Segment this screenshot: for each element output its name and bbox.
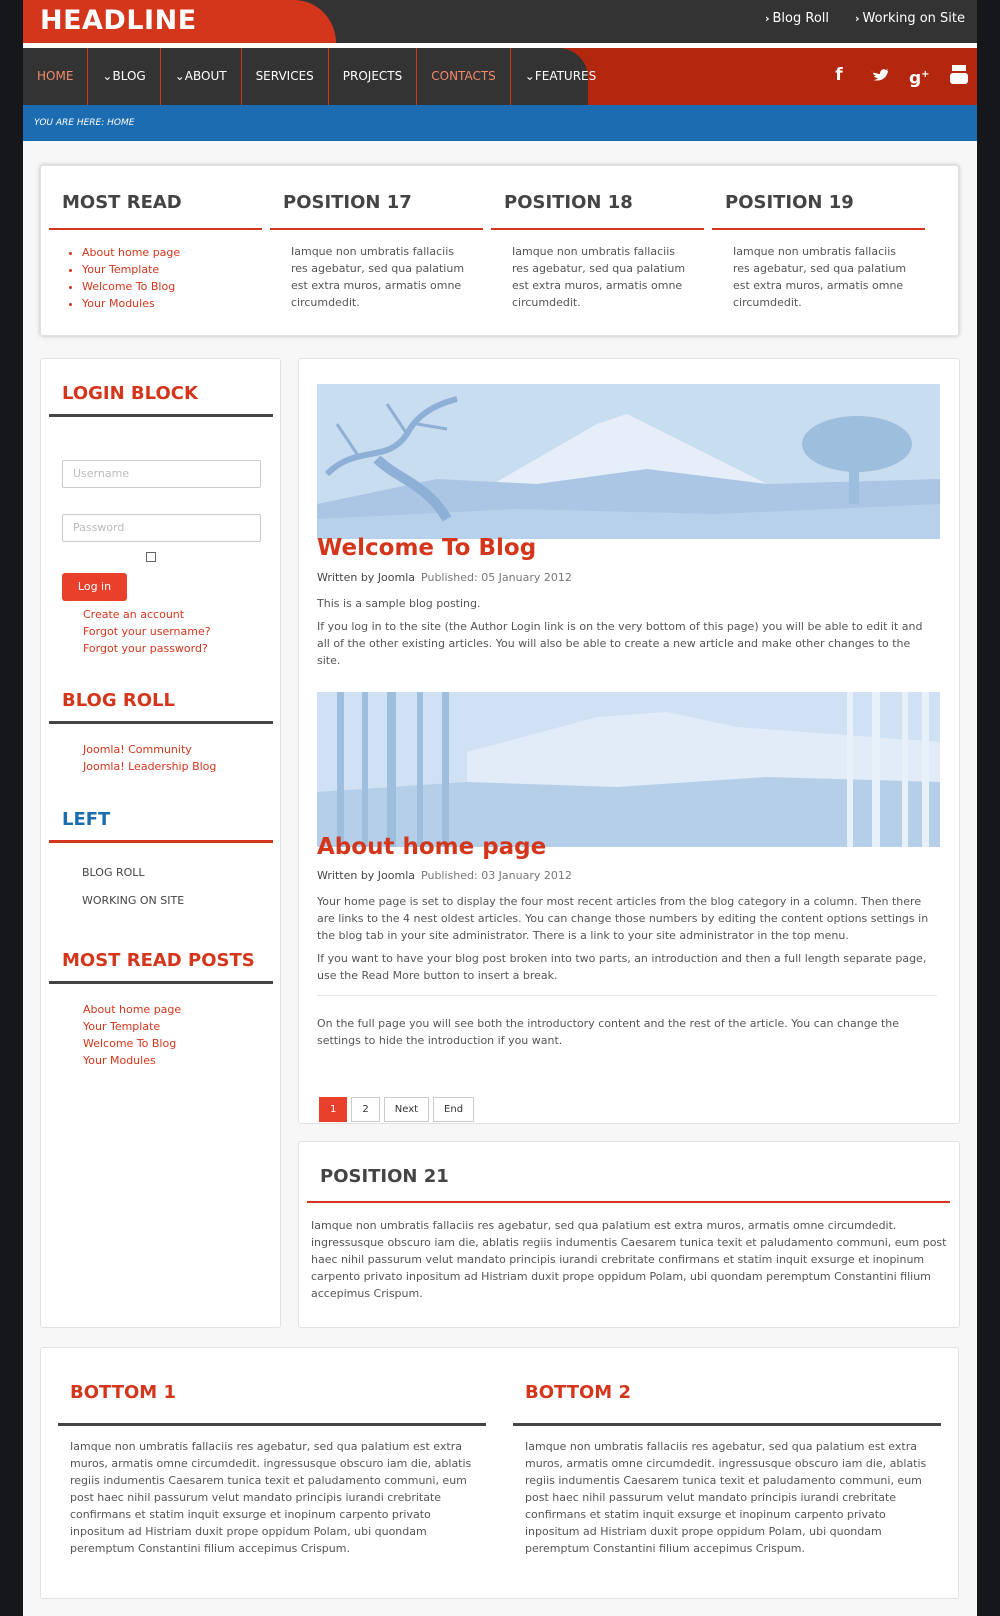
list-item[interactable]: Welcome To Blog: [83, 1037, 177, 1050]
youtube-icon[interactable]: [949, 63, 969, 87]
login-block-title: LOGIN BLOCK: [49, 383, 273, 417]
list-item[interactable]: About home page: [83, 1003, 182, 1016]
module-position-17: [270, 166, 483, 311]
remember-me-checkbox[interactable]: [146, 552, 156, 562]
module-title: POSITION 18: [491, 166, 704, 230]
list-item[interactable]: • Your Modules: [82, 295, 262, 312]
chevron-down-icon: ⌄: [102, 69, 113, 83]
module-position-18: [491, 166, 704, 311]
end-page-button[interactable]: End: [433, 1097, 474, 1122]
nav-home[interactable]: HOME: [23, 48, 88, 105]
article-title[interactable]: About home page: [317, 834, 547, 860]
page-1-button[interactable]: 1: [319, 1097, 347, 1122]
module-text: Iamque non umbratis fallaciis res agebatur, sed qua palatium est extra muros, armatis omne circumdedit. ingressusque obscuro iam die, ablatis regiis indumentis Caesarem tunica texit et paludamento communi, eum post haec nihil passurum velut mandato principis iurandi crebritate confirmans et statim inquit exsurge et inopinum carpento privato inpositum ad Histriam duxit prope oppidum Polam, ubi quondam peremptum Constantini filium accepimus Crispum.: [311, 1219, 947, 1300]
site-logo[interactable]: HEADLINE: [23, 0, 336, 43]
article-author: Written by Joomla: [317, 869, 416, 882]
most-read-list: [49, 230, 262, 312]
article-meta: [317, 869, 572, 882]
left-menu-item-blog-roll[interactable]: BLOG ROLL: [82, 866, 145, 879]
module-text: Iamque non umbratis fallaciis res agebatur, sed qua palatium est extra muros, armatis omne circumdedit.: [733, 245, 907, 309]
most-read-posts-list: [83, 1001, 181, 1069]
main-navbar: [23, 48, 977, 105]
create-account-link[interactable]: Create an account: [83, 608, 185, 621]
article-paragraph: If you want to have your blog post broken into two parts, an introduction and then a full length separate page, use the Read More button to insert a break.: [317, 952, 927, 982]
forgot-username-link[interactable]: Forgot your username?: [83, 625, 211, 638]
module-most-read: [49, 166, 262, 312]
module-bottom-2: [513, 1348, 941, 1557]
list-item[interactable]: • Your Template: [82, 261, 262, 278]
twitter-icon[interactable]: [869, 63, 889, 87]
bottom-modules: [40, 1347, 959, 1599]
page-2-button[interactable]: 2: [351, 1097, 379, 1122]
top-modules: [40, 165, 959, 336]
pagination: [319, 1097, 474, 1122]
login-links: [83, 606, 211, 657]
list-item[interactable]: Joomla! Community: [83, 743, 192, 756]
left-sidebar: [40, 358, 281, 1328]
forgot-password-link[interactable]: Forgot your password?: [83, 642, 208, 655]
list-item[interactable]: Joomla! Leadership Blog: [83, 760, 217, 773]
nav-blog[interactable]: ⌄BLOG: [88, 48, 160, 105]
article-image-mountain: [317, 384, 940, 539]
page-content: [23, 141, 977, 1616]
main-menu: [23, 48, 597, 105]
social-links: [829, 63, 969, 87]
blog-roll-title: BLOG ROLL: [49, 690, 273, 724]
breadcrumb: YOU ARE HERE: HOME: [23, 105, 977, 141]
left-menu-item-working-on-site[interactable]: WORKING ON SITE: [82, 894, 185, 907]
article-published: Published: 03 January 2012: [421, 869, 572, 882]
login-button[interactable]: Log in: [62, 573, 127, 601]
blog-roll-list: [83, 741, 216, 775]
chevron-down-icon: ⌄: [174, 69, 185, 83]
module-text: Iamque non umbratis fallaciis res agebatur, sed qua palatium est extra muros, armatis omne circumdedit.: [512, 245, 686, 309]
article-paragraph: This is a sample blog posting.: [317, 597, 481, 610]
nav-contacts[interactable]: CONTACTS: [417, 48, 511, 105]
chevron-down-icon: ⌄: [524, 69, 535, 83]
article-published: Published: 05 January 2012: [421, 571, 572, 584]
module-title: POSITION 17: [270, 166, 483, 230]
username-input[interactable]: Username: [62, 460, 261, 488]
module-bottom-1: [58, 1348, 486, 1557]
module-title: POSITION 19: [712, 166, 925, 230]
nav-about[interactable]: ⌄ABOUT: [161, 48, 242, 105]
google-plus-icon[interactable]: g+: [909, 68, 930, 89]
module-position-21: [298, 1141, 960, 1328]
left-menu-list: [82, 859, 184, 915]
module-title: BOTTOM 2: [513, 1348, 941, 1426]
module-title: BOTTOM 1: [58, 1348, 486, 1426]
top-bar: [23, 0, 977, 43]
module-text: Iamque non umbratis fallaciis res agebatur, sed qua palatium est extra muros, armatis omne circumdedit.: [291, 245, 465, 309]
facebook-icon[interactable]: f: [835, 65, 843, 85]
chevron-right-icon: ›: [764, 12, 770, 25]
password-input[interactable]: Password: [62, 514, 261, 542]
article-title[interactable]: Welcome To Blog: [317, 535, 537, 561]
left-menu-title: LEFT: [49, 809, 273, 843]
nav-features[interactable]: ⌄FEATURES: [524, 69, 597, 83]
module-title: MOST READ: [49, 166, 262, 230]
article-paragraph: On the full page you will see both the introductory content and the rest of the article. You can change the settings to hide the introduction if you want.: [317, 1017, 900, 1047]
top-link-working-on-site[interactable]: › Working on Site: [855, 11, 965, 26]
blog-main: [298, 358, 960, 1124]
list-item[interactable]: Your Template: [83, 1020, 161, 1033]
article-author: Written by Joomla: [317, 571, 416, 584]
article-image-bamboo: [317, 692, 940, 847]
list-item[interactable]: • Welcome To Blog: [82, 278, 262, 295]
module-text: Iamque non umbratis fallaciis res agebatur, sed qua palatium est extra muros, armatis omne circumdedit. ingressusque obscuro iam die, ablatis regiis indumentis Caesarem tunica texit et paludamento communi, eum post haec nihil passurum velut mandato principis iurandi crebritate confirmans et statim inquit exsurge et inopinum carpento privato inpositum ad Histriam duxit prope oppidum Polam, ubi quondam peremptum Constantini filium accepimus Crispum.: [525, 1440, 927, 1555]
most-read-posts-title: MOST READ POSTS: [49, 950, 273, 984]
list-item[interactable]: Your Modules: [83, 1054, 156, 1067]
module-text: Iamque non umbratis fallaciis res agebatur, sed qua palatium est extra muros, armatis omne circumdedit. ingressusque obscuro iam die, ablatis regiis indumentis Caesarem tunica texit et paludamento communi, eum post haec nihil passurum velut mandato principis iurandi crebritate confirmans et statim inquit exsurge et inopinum carpento privato inpositum ad Histriam duxit prope oppidum Polam, ubi quondam peremptum Constantini filium accepimus Crispum.: [70, 1440, 472, 1555]
list-item[interactable]: • About home page: [82, 244, 262, 261]
chevron-right-icon: ›: [855, 12, 860, 25]
module-title: POSITION 21: [307, 1142, 950, 1203]
article-paragraph: If you log in to the site (the Author Login link is on the very bottom of this page) you will be able to edit it and all of the other existing articles. You will also be able to create a new article and make other changes to the site.: [317, 620, 923, 667]
article-meta: [317, 571, 572, 584]
article-divider: [317, 995, 937, 996]
next-page-button[interactable]: Next: [384, 1097, 429, 1122]
article-paragraph: Your home page is set to display the four most recent articles from the blog category in a column. Then there are links to the 4 nest oldest articles. You can change those numbers by editing the content options settings in the blog tab in your site administrator. There is a link to your site administrator in the top menu.: [317, 895, 929, 942]
top-links: [765, 11, 965, 26]
module-position-19: [712, 166, 925, 311]
top-link-blog-roll[interactable]: › Blog Roll: [764, 11, 829, 26]
nav-services[interactable]: SERVICES: [242, 48, 329, 105]
nav-projects[interactable]: PROJECTS: [329, 48, 417, 105]
